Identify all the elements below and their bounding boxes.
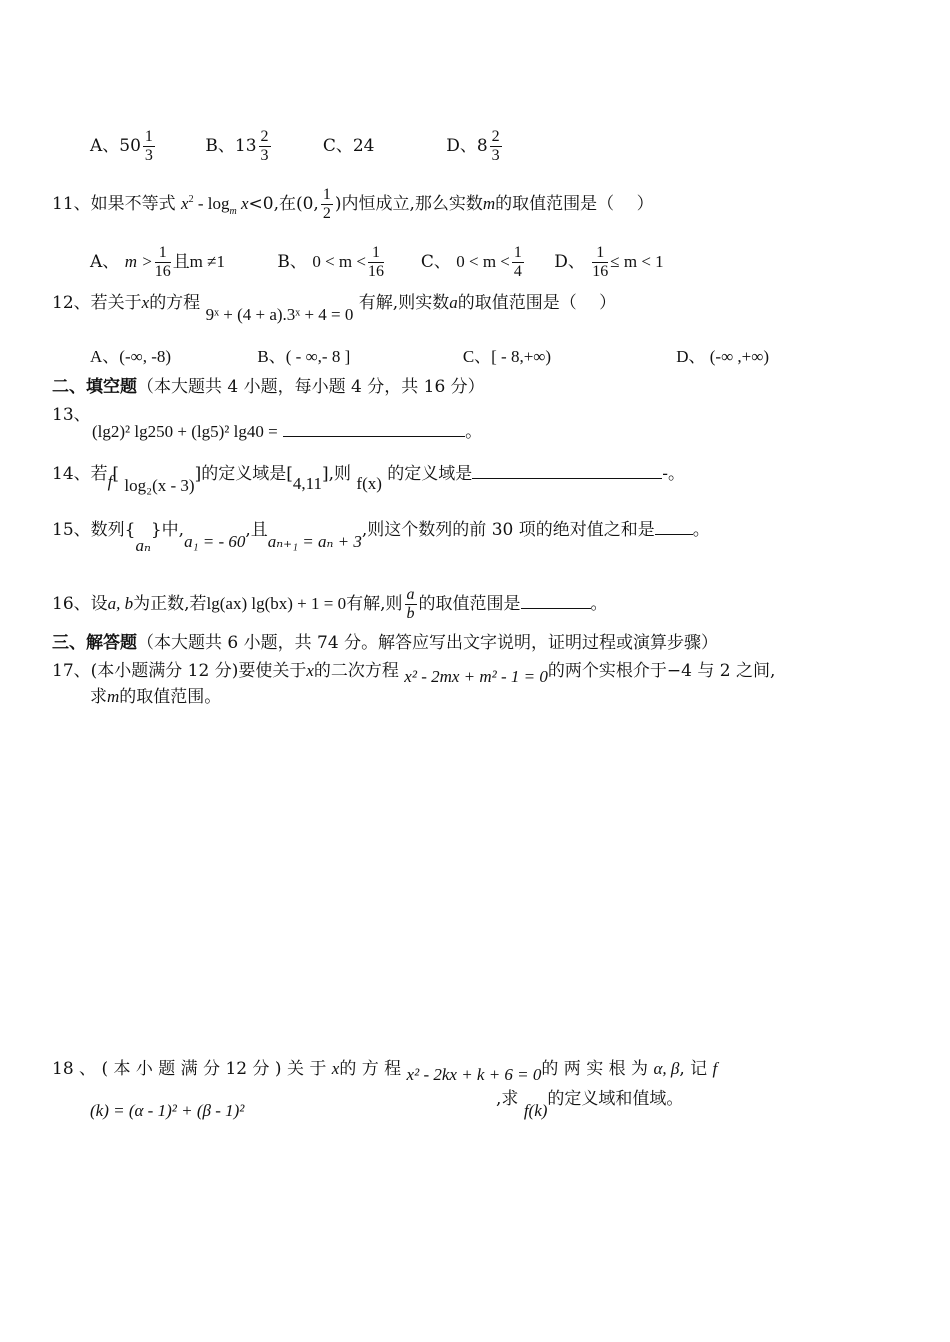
- fraction: [143, 128, 155, 165]
- q13-end: 。: [465, 422, 483, 442]
- q10-option-b: [205, 128, 317, 165]
- fraction: [368, 244, 384, 281]
- option-label: A、: [90, 252, 120, 272]
- q18-fk: f(k): [523, 1101, 548, 1120]
- option-label: B、13: [205, 136, 257, 156]
- frac-den: b: [406, 605, 415, 622]
- q14-tail: 的定义域是: [387, 464, 473, 484]
- q12-mid: 的方程: [149, 293, 201, 313]
- frac-den: 3: [260, 147, 269, 164]
- q18-question-line2b: [496, 1088, 684, 1120]
- q12-equation: 9ˣ + (4 + a).3ˣ + 4 = 0: [205, 305, 354, 324]
- q18-line2-mid: ,求: [496, 1089, 519, 1109]
- section-title: 三、解答题: [52, 633, 137, 653]
- option-tail: 且m ≠1: [172, 252, 225, 271]
- q12-options: [90, 346, 769, 368]
- func-f: f: [107, 472, 113, 491]
- frac-den: 4: [513, 263, 522, 280]
- q16-mid: 为正数,若: [133, 594, 207, 614]
- q16-end: 。: [590, 594, 608, 614]
- section-title: 二、填空题: [52, 377, 137, 397]
- q11-prefix: 11、如果不等式: [52, 194, 176, 214]
- q12-option-d: D、 (-∞ ,+∞): [676, 347, 770, 366]
- q14-fx: f(x): [356, 474, 382, 493]
- q11-inequality: $x^2 - \log_m x$: [181, 194, 249, 217]
- q17-prefix: 17、(本小题满分 12 分)要使关于: [52, 661, 307, 681]
- q14-prefix: 14、若: [52, 464, 108, 484]
- option-label: D、: [554, 252, 585, 272]
- q11-options: [90, 244, 664, 281]
- q18-line2-tail: 的定义域和值域。: [547, 1089, 684, 1109]
- q18-function-expression: (k) = (α - 1)² + (β - 1)²: [90, 1101, 245, 1120]
- fraction: [321, 186, 333, 223]
- bracket: [: [112, 464, 120, 484]
- option-label: B、: [277, 252, 307, 272]
- var-m: m: [107, 687, 120, 706]
- q17-question-line2: [90, 686, 221, 708]
- q14-interval: 4,11: [292, 474, 322, 493]
- var-m: m: [482, 194, 496, 213]
- option-label: A、50: [90, 136, 141, 156]
- q12-question: [52, 292, 617, 324]
- fraction: [490, 128, 502, 165]
- frac-num: 1: [155, 244, 171, 263]
- q12-option-c: C、[ - 8,+∞): [462, 347, 552, 366]
- section-3-heading: [52, 632, 718, 654]
- q11-mid: <0,在(0,: [248, 194, 319, 214]
- option-math: 0 < m <: [456, 252, 510, 271]
- q13-number: 13、: [52, 405, 91, 425]
- q11-option-a: [90, 244, 272, 281]
- q11-suffix: )内恒成立,那么实数: [334, 194, 483, 214]
- section-desc: （本大题共 6 小题，共 74 分。解答应写出文字说明，证明过程或演算步骤）: [137, 633, 719, 653]
- q12-tail: 的取值范围是（ ）: [457, 293, 617, 313]
- frac-den: 16: [367, 263, 384, 280]
- answer-blank[interactable]: [472, 462, 662, 479]
- frac-num: 1: [368, 244, 384, 263]
- var-x: x: [306, 661, 314, 680]
- q15-prefix: 15、数列{: [52, 520, 136, 540]
- frac-den: 2: [322, 205, 331, 222]
- q12-option-a: A、(-∞, -8): [90, 347, 172, 366]
- q18-mid2: 的 两 实 根 为: [541, 1059, 649, 1079]
- frac-num: 1: [513, 244, 522, 261]
- fraction: [592, 244, 608, 281]
- q12-option-b: B、( - ∞,- 8 ]: [257, 347, 351, 366]
- q18-question-line2: [90, 1092, 245, 1120]
- q15-an: aₙ: [135, 536, 151, 555]
- frac-den: 3: [144, 147, 153, 164]
- q15-end: 。: [692, 520, 710, 540]
- q17-mid: 的二次方程: [313, 661, 399, 681]
- q15-tail: ,则这个数列的前 30 项的绝对值之和是: [361, 520, 655, 540]
- q15-a1: a₁ = - 60: [184, 532, 246, 551]
- q17-equation: x² - 2mx + m² - 1 = 0: [404, 667, 548, 686]
- var-x: x: [331, 1059, 340, 1078]
- frac-num: a: [406, 586, 415, 603]
- fraction: [155, 244, 171, 281]
- option-math: m >: [124, 252, 153, 271]
- q18-tail: , 记: [679, 1059, 708, 1079]
- option-label: C、: [420, 252, 451, 272]
- q13-question: [92, 420, 482, 443]
- q16-prefix: 16、设: [52, 594, 108, 614]
- var-a: a: [449, 293, 458, 312]
- q16-mid2: 有解,则: [346, 594, 403, 614]
- q15-mid2: ,且: [245, 520, 268, 540]
- frac-den: 16: [592, 263, 609, 280]
- q11-option-d: [554, 244, 663, 281]
- q10-options: [90, 128, 504, 165]
- frac-num: 1: [592, 244, 608, 263]
- q17-line2-tail: 的取值范围。: [119, 687, 222, 707]
- q15-recurrence: aₙ₊₁ = aₙ + 3: [267, 532, 362, 551]
- q16-question: [52, 586, 608, 623]
- q16-ab: a, b: [107, 594, 134, 613]
- q17-line2-prefix: 求: [90, 687, 107, 707]
- q10-option-d: [446, 128, 503, 165]
- q18-prefix: 18 、 ( 本 小 题 满 分 12 分 ) 关 于: [52, 1059, 327, 1079]
- fraction: [259, 128, 271, 165]
- fraction: [405, 586, 417, 623]
- q14-end: -。: [662, 464, 686, 484]
- frac-num: 1: [322, 186, 331, 203]
- q18-roots: α, β: [653, 1059, 680, 1078]
- q16-equation: lg(ax) lg(bx) + 1 = 0: [206, 594, 347, 613]
- frac-den: 16: [154, 263, 171, 280]
- q10-option-a: [90, 128, 200, 165]
- q13-expression: (lg2)² lg250 + (lg5)² lg40 =: [92, 422, 278, 441]
- option-math: 0 < m <: [312, 252, 366, 271]
- answer-blank[interactable]: [655, 518, 693, 535]
- section-2-heading: [52, 376, 485, 398]
- q10-option-c: C、24: [322, 136, 375, 156]
- q14-question: [52, 462, 686, 495]
- q18-equation: x² - 2kx + k + 6 = 0: [406, 1065, 542, 1084]
- frac-num: 1: [144, 128, 153, 145]
- q12-prefix: 12、若关于: [52, 293, 142, 313]
- q14-mid: ]的定义域是[: [194, 464, 293, 484]
- answer-blank[interactable]: [521, 592, 591, 609]
- q17-tail: 的两个实根介于−4 与 2 之间,: [547, 661, 776, 681]
- frac-den: 3: [491, 147, 500, 164]
- func-f: f: [712, 1059, 718, 1078]
- q12-mid2: 有解,则实数: [358, 293, 450, 313]
- q15-question: [52, 518, 710, 555]
- q11-option-c: [421, 244, 549, 281]
- q11-option-b: [277, 244, 415, 281]
- var-x: x: [141, 293, 150, 312]
- option-label: D、8: [446, 136, 488, 156]
- frac-num: 2: [491, 128, 500, 145]
- answer-blank[interactable]: [283, 420, 465, 437]
- q11-question: [52, 186, 654, 223]
- q14-mid2: ],则: [321, 464, 351, 484]
- q15-mid: }中,: [150, 520, 185, 540]
- q14-log-expression: log₂(x - 3): [124, 476, 195, 495]
- option-math: ≤ m < 1: [610, 252, 664, 271]
- q18-mid: 的 方 程: [339, 1059, 402, 1079]
- section-desc: （本大题共 4 小题，每小题 4 分，共 16 分）: [137, 377, 485, 397]
- fraction: [512, 244, 524, 281]
- q16-tail: 的取值范围是: [418, 594, 521, 614]
- frac-num: 2: [260, 128, 269, 145]
- q17-question: [52, 660, 776, 686]
- q11-tail: 的取值范围是（ ）: [495, 194, 654, 214]
- q18-question: [52, 1058, 718, 1084]
